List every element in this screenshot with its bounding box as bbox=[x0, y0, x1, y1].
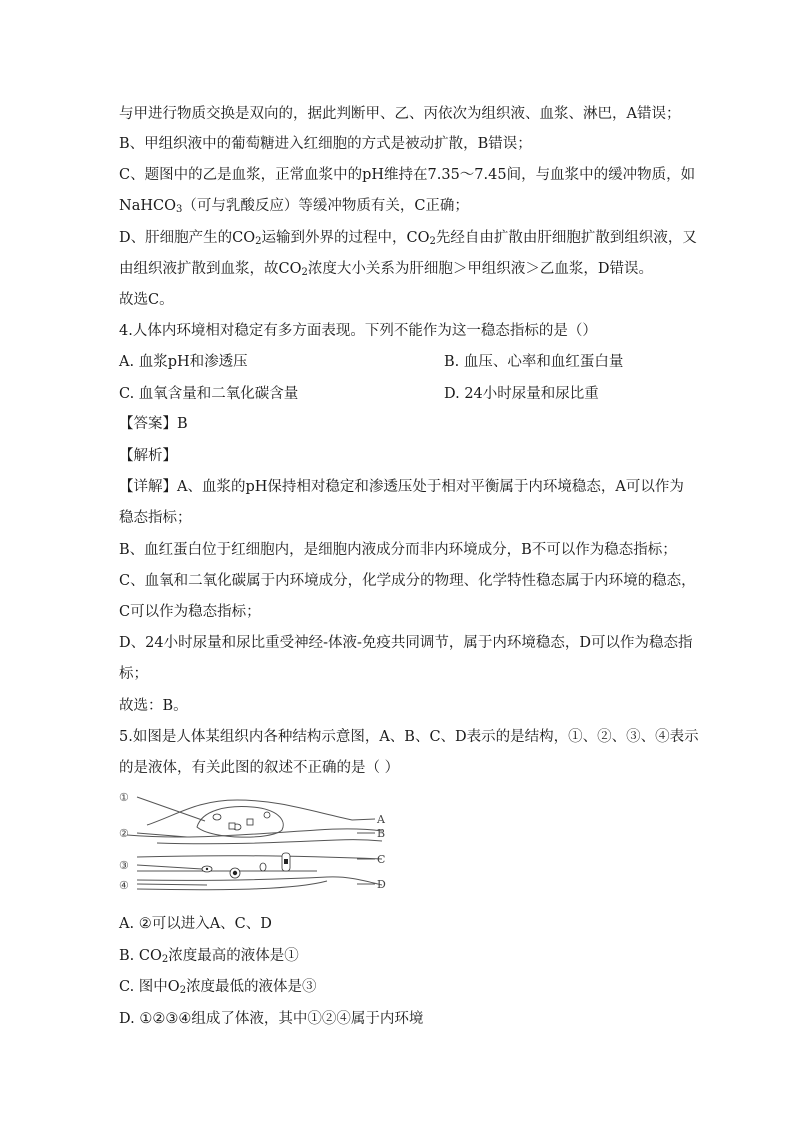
q5-option-c: C. 图中$O_2$浓度最低的液体是③ bbox=[119, 979, 317, 996]
cell-icon bbox=[247, 819, 253, 825]
q4-detail-line: 标； bbox=[119, 666, 148, 682]
label-fluid-3: ③ bbox=[119, 859, 129, 872]
question-4-stem: 4.人体内环境相对稳定有多方面表现。下列不能作为这一稳态指标的是（） bbox=[119, 323, 597, 339]
text-line: NaHCO$_3$（可与乳酸反应）等缓冲物质有关，C正确； bbox=[119, 198, 469, 215]
question-5-stem: 的是液体，有关此图的叙述不正确的是（ ） bbox=[119, 760, 400, 776]
text-line: 由组织液扩散到血浆，故$CO_2$浓度大小关系为肝细胞＞甲组织液＞乙血浆，D错误。 bbox=[119, 261, 653, 278]
label-structure-d: D bbox=[377, 878, 386, 891]
text-line: 故选C。 bbox=[119, 292, 174, 308]
q4-detail-line: 【详解】A、血浆的pH保持相对稳定和渗透压处于相对平衡属于内环境稳态，A可以作为 bbox=[119, 479, 684, 495]
text-line: D、肝细胞产生的$CO_2$运输到外界的过程中，$CO_2$先经自由扩散由肝细胞扩散到组织液，又 bbox=[119, 230, 697, 247]
q4-answer: 【答案】B bbox=[119, 416, 188, 432]
q4-option-a: A. 血浆pH和渗透压 bbox=[119, 354, 248, 370]
q4-option-b: B. 血压、心率和血红蛋白量 bbox=[444, 354, 624, 370]
label-fluid-4: ④ bbox=[119, 879, 129, 892]
q4-detail-line: D、24小时尿量和尿比重受神经-体液-免疫共同调节，属于内环境稳态，D可以作为稳态指 bbox=[119, 635, 693, 651]
label-structure-b: B bbox=[377, 827, 386, 840]
q4-analysis-label: 【解析】 bbox=[119, 448, 177, 464]
tissue-structure-diagram bbox=[117, 785, 397, 900]
question-5-stem: 5.如图是人体某组织内各种结构示意图，A、B、C、D表示的是结构，①、②、③、④表示 bbox=[119, 729, 699, 745]
q4-detail-line: B、血红蛋白位于红细胞内，是细胞内液成分而非内环境成分，B不可以作为稳态指标； bbox=[119, 542, 677, 558]
q4-detail-line: 稳态指标； bbox=[119, 510, 192, 526]
q4-detail-line: C、血氧和二氧化碳属于内环境成分，化学成分的物理、化学特性稳态属于内环境的稳态， bbox=[119, 573, 696, 589]
cell-icon bbox=[264, 812, 270, 818]
label-structure-a: A bbox=[377, 813, 385, 826]
q4-option-d: D. 24小时尿量和尿比重 bbox=[444, 386, 599, 402]
q5-option-d: D. ①②③④组成了体液，其中①②④属于内环境 bbox=[119, 1011, 424, 1027]
cell-icon bbox=[213, 814, 221, 820]
q5-option-a: A. ②可以进入A、C、D bbox=[119, 916, 272, 932]
q4-detail-line: 故选：B。 bbox=[119, 698, 188, 714]
q5-option-b: B. $CO_2$浓度最高的液体是① bbox=[119, 948, 299, 965]
label-structure-c: C bbox=[377, 853, 386, 866]
cell-icon bbox=[229, 823, 235, 829]
text-line: C、题图中的乙是血浆，正常血浆中的pH维持在7.35～7.45间，与血浆中的缓冲物质，如 bbox=[119, 167, 696, 183]
label-fluid-1: ① bbox=[119, 791, 129, 804]
text-line: B、甲组织液中的葡萄糖进入红细胞的方式是被动扩散，B错误； bbox=[119, 136, 532, 152]
q4-option-c: C. 血氧含量和二氧化碳含量 bbox=[119, 386, 299, 402]
text-line: 与甲进行物质交换是双向的，据此判断甲、乙、丙依次为组织液、血浆、淋巴，A错误； bbox=[119, 106, 681, 122]
q4-detail-line: C可以作为稳态指标； bbox=[119, 604, 261, 620]
label-fluid-2: ② bbox=[119, 827, 129, 840]
red-cell-icon bbox=[260, 863, 266, 871]
